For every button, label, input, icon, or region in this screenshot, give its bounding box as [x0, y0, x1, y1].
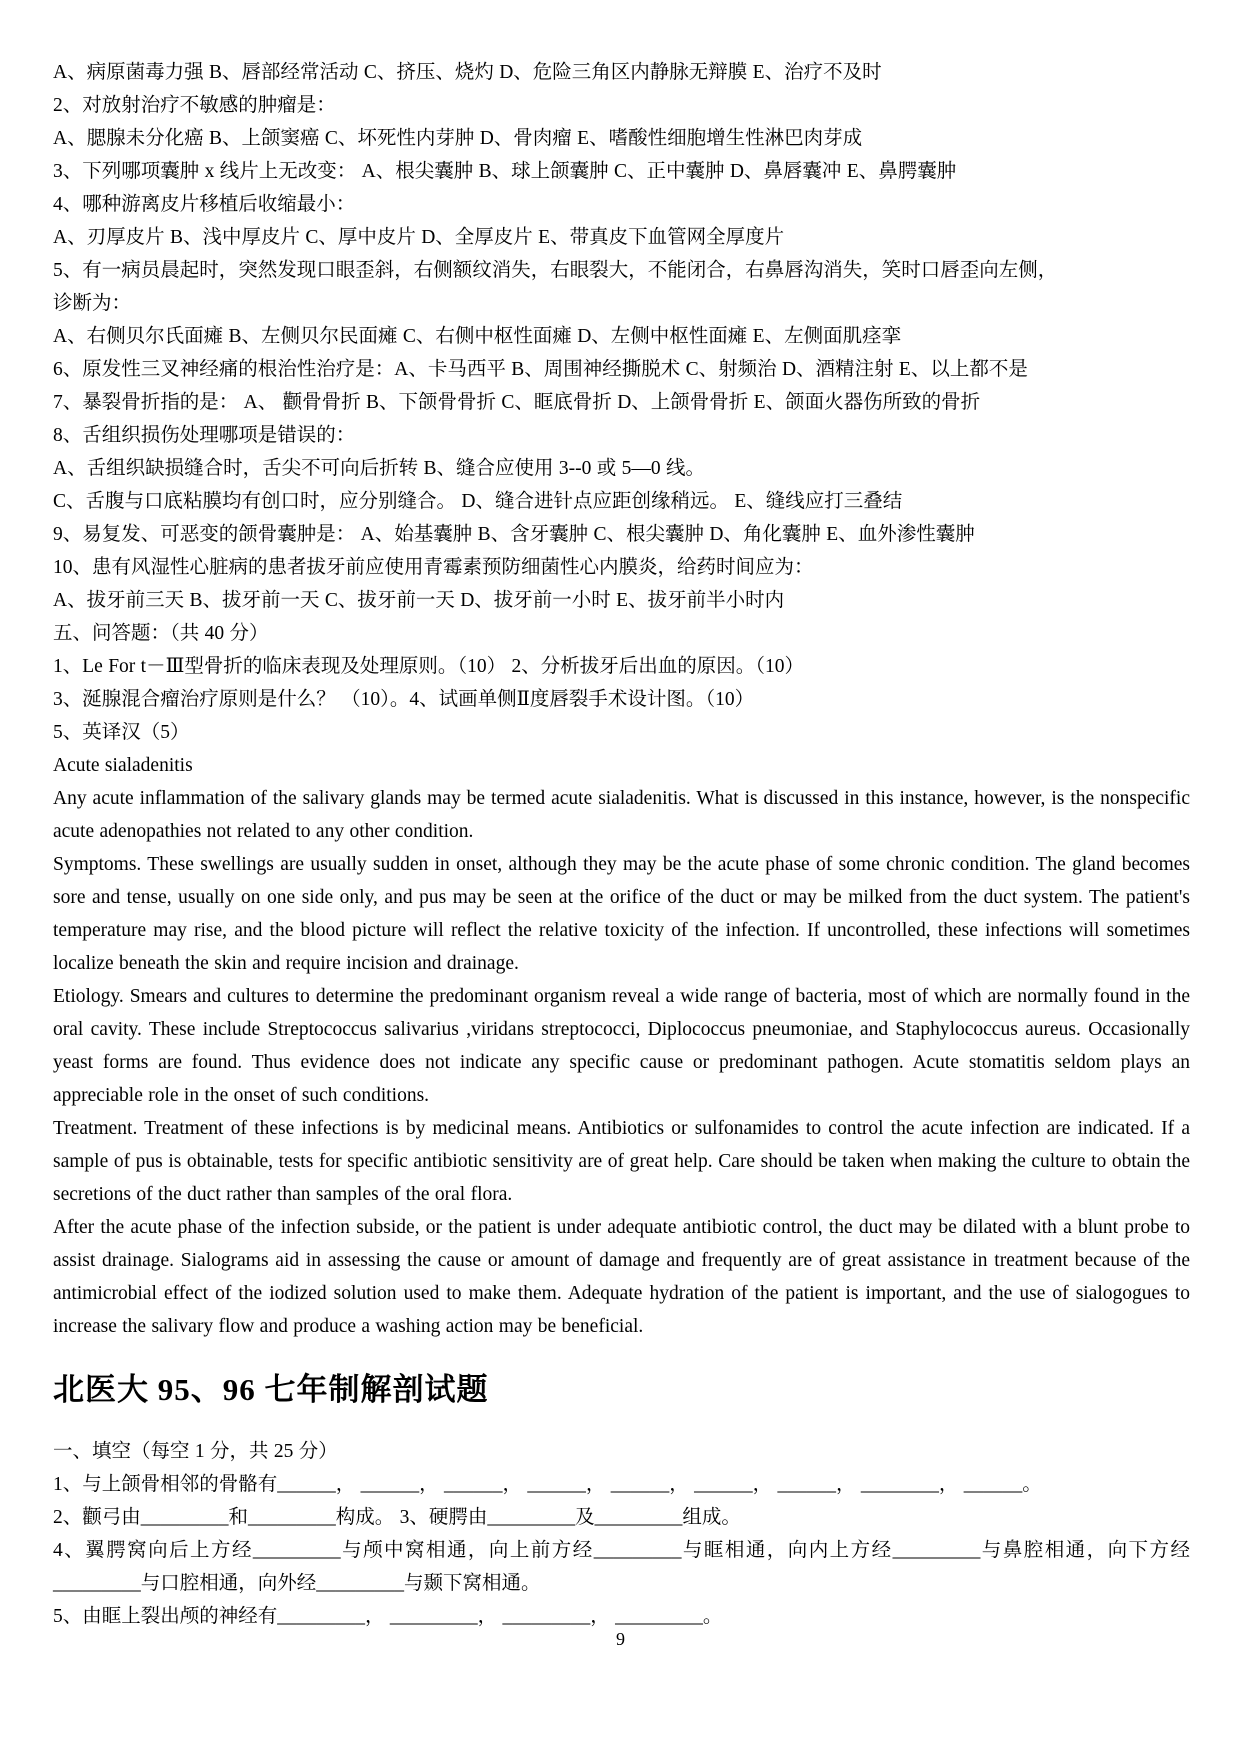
fill-in-question: 5、由眶上裂出颅的神经有_________， _________， _________， _________。 — [53, 1606, 723, 1627]
mcq-line: 8、舌组织损伤处理哪项是错误的： — [53, 425, 356, 446]
passage-title: Acute sialadenitis — [53, 755, 193, 776]
mcq-line: 4、哪种游离皮片移植后收缩最小： — [53, 194, 356, 215]
mcq-line: A、拔牙前三天 B、拔牙前一天 C、拔牙前一天 D、拔牙前一小时 E、拔牙前半小时内 — [53, 590, 785, 611]
mcq-line: A、刃厚皮片 B、浅中厚皮片 C、厚中皮片 D、全厚皮片 E、带真皮下血管网全厚度片 — [53, 227, 785, 248]
essay-question-line: 1、Le For t－Ⅲ型骨折的临床表现及处理原则。（10） 2、分析拔牙后出血的原因。（10） — [53, 656, 805, 677]
passage-paragraph: Any acute inflammation of the salivary glands may be termed acute sialadenitis. What is discussed in this instance, however, is the nonspecific acute adenopathies not related to any other condition. — [53, 788, 1190, 842]
mcq-line: A、右侧贝尔氏面瘫 B、左侧贝尔民面瘫 C、右侧中枢性面瘫 D、左侧中枢性面瘫 E、左侧面肌痉挛 — [53, 326, 902, 347]
mcq-section — [53, 56, 1190, 749]
mcq-line: A、腮腺未分化癌 B、上颌窦癌 C、坏死性内芽肿 D、骨肉瘤 E、嗜酸性细胞增生性淋巴肉芽成 — [53, 128, 863, 149]
section-heading: 北医大 95、96 七年制解剖试题 — [53, 1372, 489, 1407]
essay-question-line: 3、涎腺混合瘤治疗原则是什么？ （10）。4、试画单侧Ⅱ度唇裂手术设计图。（10） — [53, 689, 755, 710]
fill-in-section — [53, 1435, 1190, 1633]
mcq-line: 5、有一病员晨起时，突然发现口眼歪斜，右侧额纹消失，右眼裂大，不能闭合，右鼻唇沟消失，笑时口唇歪向左侧， — [53, 260, 1058, 281]
mcq-line: 诊断为： — [53, 293, 132, 314]
mcq-line: C、舌腹与口底粘膜均有创口时，应分别缝合。 D、缝合进针点应距创缘稍远。 E、缝线应打三叠结 — [53, 491, 903, 512]
mcq-line: 2、对放射治疗不敏感的肿瘤是： — [53, 95, 336, 116]
essay-question-line: 5、英译汉（5） — [53, 722, 190, 743]
english-passage — [53, 749, 1190, 1343]
mcq-line: 7、暴裂骨折指的是： A、 颧骨骨折 B、下颌骨骨折 C、眶底骨折 D、上颌骨骨折 E、颌面火器伤所致的骨折 — [53, 392, 981, 413]
passage-paragraph: Etiology. Smears and cultures to determine the predominant organism reveal a wide range of bacteria, most of which are normally found in the oral cavity. These include Streptococcus salivarius ,viridans streptococci, Diplococcus pneumoniae, and Staphylococcus aureus. Occasionally yeast forms are found. Thus evidence does not indicate any specific cause or predominant pathogen. Acute stomatitis seldom plays an appreciable role in the onset of such conditions. — [53, 986, 1190, 1106]
passage-paragraph: After the acute phase of the infection subside, or the patient is under adequate antibiotic control, the duct may be dilated with a blunt probe to assist drainage. Sialograms aid in assessing the cause or amount of damage and frequently are of great assistance in treatment because of the antimicrobial effect of the iodized solution used to make them. Adequate hydration of the patient is important, and the use of sialogogues to increase the salivary flow and produce a washing action may be beneficial. — [53, 1217, 1190, 1337]
page-footer — [0, 1628, 1241, 1650]
fill-in-header: 一、填空（每空 1 分，共 25 分） — [53, 1441, 338, 1462]
mcq-line: 6、原发性三叉神经痛的根治性治疗是：A、卡马西平 B、周围神经撕脱术 C、射频治 D、酒精注射 E、以上都不是 — [53, 359, 1028, 380]
fill-in-question: 1、与上颌骨相邻的骨骼有______， ______， ______， ______， ______， ______， ______， ________， ______。 — [53, 1474, 1042, 1495]
page-number: 9 — [616, 1629, 625, 1649]
mcq-line: 9、易复发、可恶变的颌骨囊肿是： A、始基囊肿 B、含牙囊肿 C、根尖囊肿 D、角化囊肿 E、血外渗性囊肿 — [53, 524, 975, 545]
mcq-line: A、病原菌毒力强 B、唇部经常活动 C、挤压、烧灼 D、危险三角区内静脉无辩膜 E、治疗不及时 — [53, 62, 882, 83]
mcq-line: 3、下列哪项囊肿 x 线片上无改变： A、根尖囊肿 B、球上颌囊肿 C、正中囊肿 D、鼻唇囊冲 E、鼻腭囊肿 — [53, 161, 957, 182]
mcq-line: A、舌组织缺损缝合时，舌尖不可向后折转 B、缝合应使用 3--0 或 5—0 线。 — [53, 458, 705, 479]
mcq-line: 10、患有风湿性心脏病的患者拔牙前应使用青霉素预防细菌性心内膜炎，给药时间应为： — [53, 557, 814, 578]
essay-section-header: 五、问答题：（共 40 分） — [53, 623, 269, 644]
fill-in-question: 2、颧弓由_________和_________构成。 3、硬腭由_________及_________组成。 — [53, 1507, 741, 1528]
passage-paragraph: Treatment. Treatment of these infections is by medicinal means. Antibiotics or sulfonamides to control the acute infection are indicated. If a sample of pus is obtainable, tests for specific antibiotic sensitivity are of great help. Care should be taken when making the culture to obtain the secretions of the duct rather than samples of the oral flora. — [53, 1118, 1190, 1205]
passage-paragraph: Symptoms. These swellings are usually sudden in onset, although they may be the acute phase of some chronic condition. The gland becomes sore and tense, usually on one side only, and pus may be seen at the orifice of the duct or may be milked from the duct system. The patient's temperature may rise, and the blood picture will reflect the relative toxicity of the infection. If uncontrolled, these infections will sometimes localize beneath the skin and require incision and drainage. — [53, 854, 1190, 974]
fill-in-question: 4、翼腭窝向后上方经_________与颅中窝相通，向上前方经_________与眶相通，向内上方经_________与鼻腔相通，向下方经_________与口腔相通，向外经_________与颞下窝相通。 — [53, 1540, 1190, 1594]
